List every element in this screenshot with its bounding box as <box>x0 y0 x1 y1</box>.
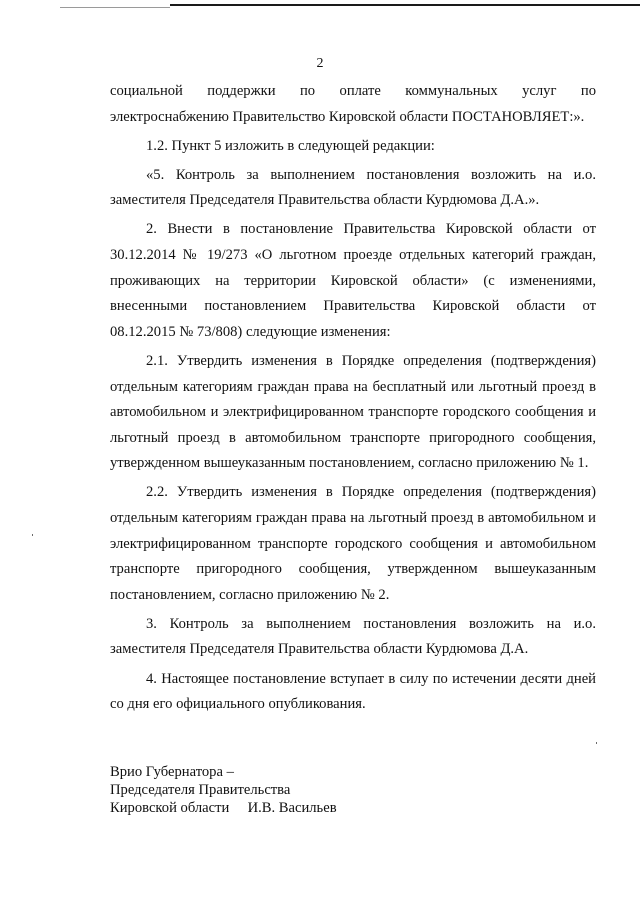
paragraph-line: социальной поддержки по оплате коммунальных услуг по <box>110 83 596 99</box>
signature-title-line-1: Врио Губернатора – <box>110 764 234 780</box>
paragraph-quoted-item-5: «5. Контроль за выполнением постановления возложить на и.о. заместителя Председателя Правительства области Курдюмова Д.А.». <box>110 166 596 209</box>
signature-organization: Кировской области <box>110 800 230 816</box>
paragraph-continuation <box>110 79 596 130</box>
paragraph-item-3: 3. Контроль за выполнением постановления возложить на и.о. заместителя Председателя Правительства области Курдюмова Д.А. <box>110 615 596 658</box>
paragraph-item-1-2: 1.2. Пункт 5 изложить в следующей редакции: <box>146 137 435 154</box>
paragraph-item-2: 2. Внести в постановление Правительства Кировской области от 30.12.2014 № 19/273 «О льготном проезде отдельных категорий граждан, проживающих на территории Кировской области» (с изменениями, внесенными постановлением Правительства Кировской области от 08.12.2015 № 73/808) следующие изменения: <box>110 221 596 340</box>
paragraph-line: электроснабжению Правительство Кировской области ПОСТАНОВЛЯЕТ:». <box>110 108 585 125</box>
paragraph-item-2-2: 2.2. Утвердить изменения в Порядке определения (подтверждения) отдельным категориям граждан права на льготный проезд в автомобильном и электрифицированном транспорте городского сообщения и автомобильном транспорте пригородного сообщения, утвержденном вышеуказанным постановлением, согласно приложению № 2. <box>110 484 596 603</box>
signature-title-line-2: Председателя Правительства <box>110 782 291 798</box>
signature-name: И.В. Васильев <box>247 800 337 816</box>
scan-top-edge <box>170 4 640 6</box>
scan-speck <box>32 534 33 536</box>
paragraph-item-4: 4. Настоящее постановление вступает в силу по истечении десяти дней со дня его официального опубликования. <box>110 670 596 713</box>
scan-top-edge-faint <box>60 7 170 8</box>
signature-block <box>110 763 337 817</box>
document-body <box>110 79 596 721</box>
paragraph-item-2-1: 2.1. Утвердить изменения в Порядке определения (подтверждения) отдельным категориям граждан права на бесплатный или льготный проезд в автомобильном и электрифицированном транспорте городского сообщения и льготный проезд в автомобильном транспорте пригородного сообщения, утвержденном вышеуказанным постановлением, согласно приложению № 1. <box>110 352 596 472</box>
signature-line-3 <box>110 799 337 817</box>
page-number: 2 <box>316 56 324 71</box>
scan-speck <box>596 742 597 744</box>
